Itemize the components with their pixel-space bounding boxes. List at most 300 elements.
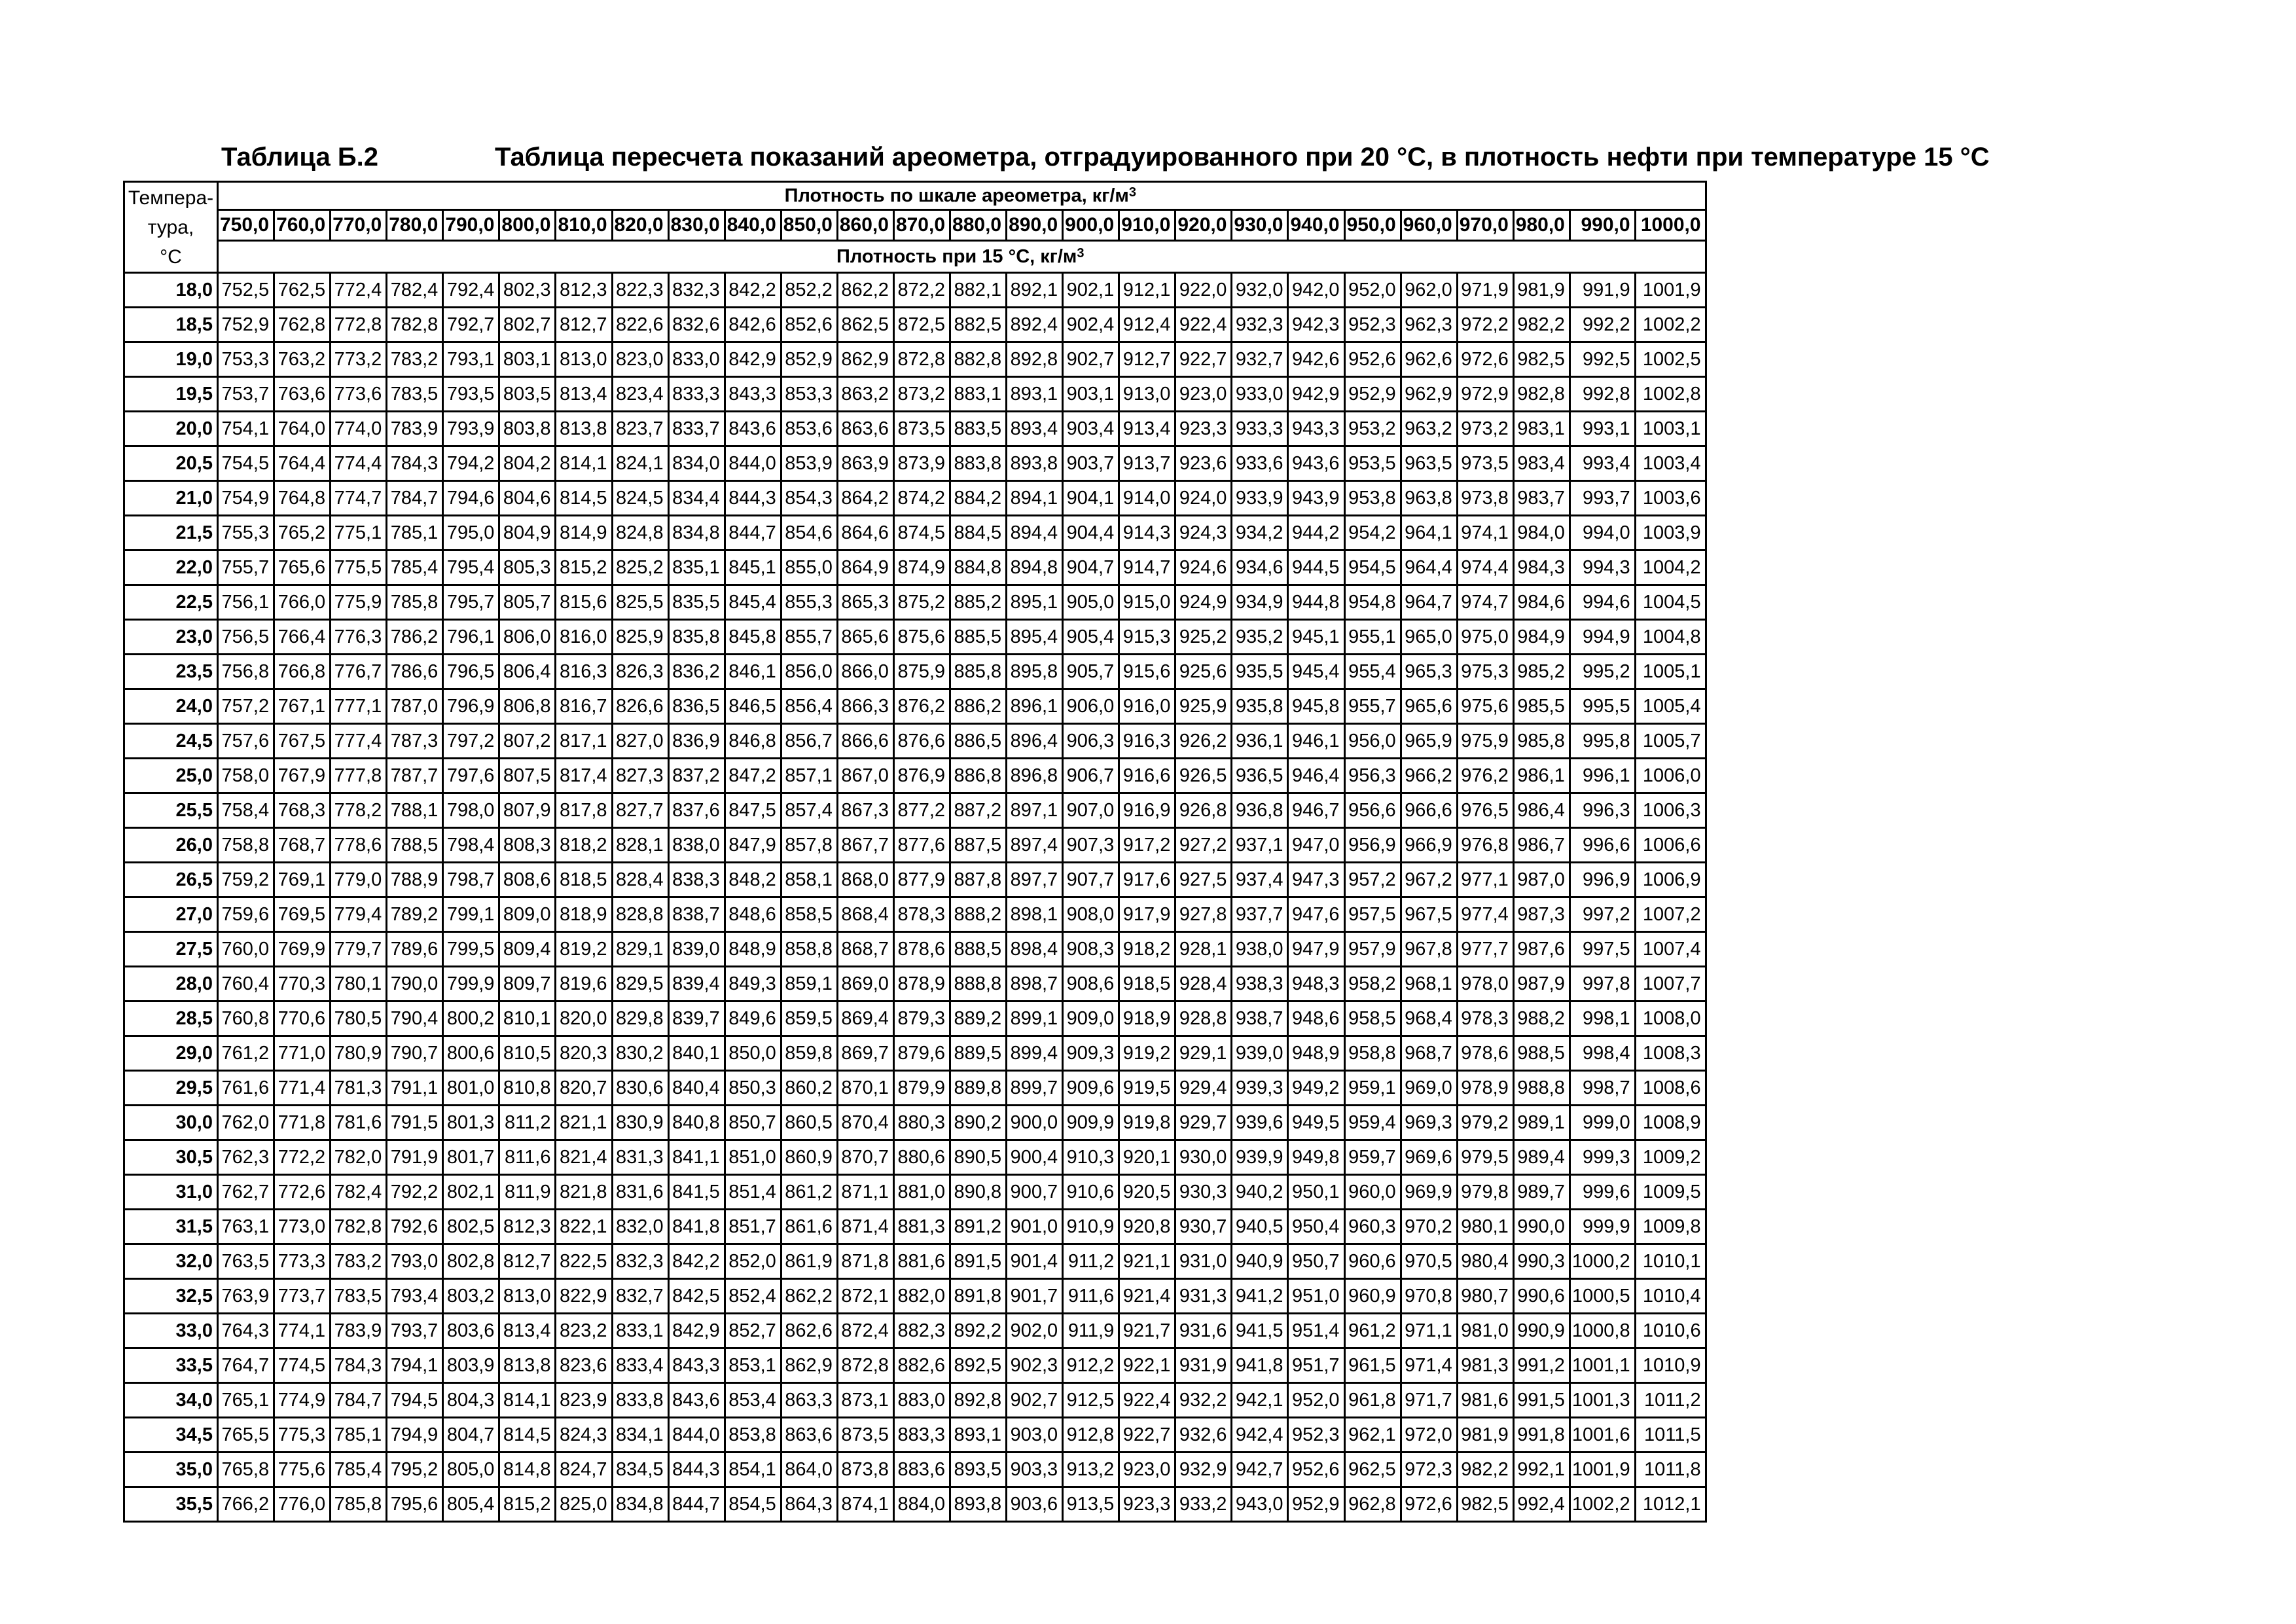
density-cell: 914,7 <box>1119 550 1175 585</box>
density-cell: 794,2 <box>443 446 499 481</box>
density-cell: 989,1 <box>1513 1106 1570 1140</box>
density-cell: 788,9 <box>387 863 443 897</box>
density-cell: 827,0 <box>612 724 668 759</box>
density-cell: 1008,3 <box>1635 1036 1706 1071</box>
table-row <box>124 793 1706 828</box>
density-cell: 766,2 <box>218 1487 274 1522</box>
density-cell: 910,3 <box>1063 1140 1119 1175</box>
density-cell: 979,2 <box>1457 1106 1513 1140</box>
density-cell: 782,8 <box>331 1210 387 1244</box>
density-cell: 815,6 <box>556 585 612 620</box>
density-cell: 996,1 <box>1570 759 1635 793</box>
density-cell: 912,4 <box>1119 308 1175 342</box>
density-cell: 816,3 <box>556 655 612 689</box>
density-cell: 825,5 <box>612 585 668 620</box>
density-cell: 909,6 <box>1063 1071 1119 1106</box>
density-cell: 843,6 <box>725 412 781 446</box>
temperature-cell: 29,5 <box>124 1071 218 1106</box>
density-cell: 937,4 <box>1232 863 1288 897</box>
density-cell: 1004,5 <box>1635 585 1706 620</box>
density-cell: 914,0 <box>1119 481 1175 516</box>
density-cell: 877,2 <box>893 793 950 828</box>
density-cell: 816,7 <box>556 689 612 724</box>
density-cell: 838,0 <box>668 828 725 863</box>
density-cell: 823,0 <box>612 342 668 377</box>
density-cell: 1007,7 <box>1635 967 1706 1001</box>
density-cell: 852,7 <box>725 1314 781 1348</box>
density-cell: 859,1 <box>781 967 837 1001</box>
density-cell: 968,7 <box>1401 1036 1457 1071</box>
density-cell: 948,9 <box>1288 1036 1344 1071</box>
density-cell: 875,2 <box>893 585 950 620</box>
density-cell: 827,7 <box>612 793 668 828</box>
temperature-cell: 21,0 <box>124 481 218 516</box>
density-cell: 860,5 <box>781 1106 837 1140</box>
density-cell: 881,3 <box>893 1210 950 1244</box>
density-cell: 982,8 <box>1513 377 1570 412</box>
table-row <box>124 689 1706 724</box>
density-cell: 973,2 <box>1457 412 1513 446</box>
density-cell: 874,9 <box>893 550 950 585</box>
density-cell: 929,4 <box>1175 1071 1232 1106</box>
density-cell: 948,6 <box>1288 1001 1344 1036</box>
density-cell: 916,0 <box>1119 689 1175 724</box>
density-cell: 923,6 <box>1175 446 1232 481</box>
density-cell: 1011,2 <box>1635 1383 1706 1418</box>
temperature-cell: 28,5 <box>124 1001 218 1036</box>
density-cell: 787,3 <box>387 724 443 759</box>
density-cell: 987,6 <box>1513 932 1570 967</box>
density-cell: 1011,8 <box>1635 1453 1706 1487</box>
density-cell: 787,0 <box>387 689 443 724</box>
hydrometer-scale-value: 840,0 <box>725 210 781 241</box>
density-cell: 873,2 <box>893 377 950 412</box>
density-cell: 978,9 <box>1457 1071 1513 1106</box>
table-row <box>124 516 1706 550</box>
density-cell: 973,8 <box>1457 481 1513 516</box>
density-cell: 903,6 <box>1007 1487 1063 1522</box>
density-cell: 790,4 <box>387 1001 443 1036</box>
density-cell: 904,1 <box>1063 481 1119 516</box>
density-cell: 952,6 <box>1344 342 1401 377</box>
density-cell: 993,4 <box>1570 446 1635 481</box>
density-cell: 837,2 <box>668 759 725 793</box>
density-cell: 876,2 <box>893 689 950 724</box>
density-cell: 892,1 <box>1007 273 1063 308</box>
density-cell: 862,2 <box>781 1279 837 1314</box>
density-cell: 948,3 <box>1288 967 1344 1001</box>
density-cell: 912,8 <box>1063 1418 1119 1453</box>
density-cell: 978,3 <box>1457 1001 1513 1036</box>
density-cell: 911,2 <box>1063 1244 1119 1279</box>
density-cell: 813,0 <box>499 1279 556 1314</box>
density-cell: 862,9 <box>781 1348 837 1383</box>
density-cell: 882,0 <box>893 1279 950 1314</box>
density-cell: 872,8 <box>893 342 950 377</box>
density-cell: 831,6 <box>612 1175 668 1210</box>
density-cell: 994,3 <box>1570 550 1635 585</box>
density-cell: 886,5 <box>950 724 1007 759</box>
density-cell: 781,3 <box>331 1071 387 1106</box>
density-cell: 785,1 <box>387 516 443 550</box>
density-cell: 776,0 <box>274 1487 331 1522</box>
temperature-cell: 18,0 <box>124 273 218 308</box>
density-cell: 847,9 <box>725 828 781 863</box>
density-cell: 979,8 <box>1457 1175 1513 1210</box>
density-cell: 991,2 <box>1513 1348 1570 1383</box>
density-cell: 977,1 <box>1457 863 1513 897</box>
density-cell: 902,3 <box>1007 1348 1063 1383</box>
density-cell: 797,6 <box>443 759 499 793</box>
density-cell: 804,6 <box>499 481 556 516</box>
density-cell: 870,4 <box>837 1106 893 1140</box>
density-cell: 940,5 <box>1232 1210 1288 1244</box>
density-cell: 905,0 <box>1063 585 1119 620</box>
density-cell: 939,3 <box>1232 1071 1288 1106</box>
density-cell: 807,2 <box>499 724 556 759</box>
density-cell: 862,2 <box>837 273 893 308</box>
temperature-cell: 18,5 <box>124 308 218 342</box>
density-cell: 936,8 <box>1232 793 1288 828</box>
density-cell: 846,8 <box>725 724 781 759</box>
density-cell: 972,6 <box>1401 1487 1457 1522</box>
density-cell: 981,0 <box>1457 1314 1513 1348</box>
density-cell: 952,6 <box>1288 1453 1344 1487</box>
density-cell: 775,5 <box>331 550 387 585</box>
density-cell: 1006,3 <box>1635 793 1706 828</box>
density-cell: 972,3 <box>1401 1453 1457 1487</box>
density-cell: 958,8 <box>1344 1036 1401 1071</box>
density-cell: 873,5 <box>837 1418 893 1453</box>
table-row <box>124 1001 1706 1036</box>
density-cell: 959,4 <box>1344 1106 1401 1140</box>
density-cell: 767,1 <box>274 689 331 724</box>
density-cell: 976,2 <box>1457 759 1513 793</box>
temperature-cell: 33,5 <box>124 1348 218 1383</box>
density-cell: 960,6 <box>1344 1244 1401 1279</box>
density-cell: 765,2 <box>274 516 331 550</box>
density-15c-unit-exponent: 3 <box>1077 245 1085 261</box>
density-cell: 821,4 <box>556 1140 612 1175</box>
density-cell: 758,0 <box>218 759 274 793</box>
density-cell: 810,1 <box>499 1001 556 1036</box>
density-cell: 850,7 <box>725 1106 781 1140</box>
density-cell: 833,3 <box>668 377 725 412</box>
density-cell: 870,1 <box>837 1071 893 1106</box>
density-cell: 774,7 <box>331 481 387 516</box>
density-cell: 822,6 <box>612 308 668 342</box>
temperature-cell: 22,5 <box>124 585 218 620</box>
density-cell: 1002,2 <box>1570 1487 1635 1522</box>
density-cell: 986,4 <box>1513 793 1570 828</box>
density-cell: 990,6 <box>1513 1279 1570 1314</box>
density-cell: 982,2 <box>1457 1453 1513 1487</box>
density-cell: 1008,6 <box>1635 1071 1706 1106</box>
density-cell: 833,8 <box>612 1383 668 1418</box>
density-cell: 962,1 <box>1344 1418 1401 1453</box>
density-cell: 921,1 <box>1119 1244 1175 1279</box>
density-cell: 840,1 <box>668 1036 725 1071</box>
table-row <box>124 759 1706 793</box>
density-cell: 999,9 <box>1570 1210 1635 1244</box>
hydrometer-scale-value: 950,0 <box>1344 210 1401 241</box>
density-cell: 1003,1 <box>1635 412 1706 446</box>
density-cell: 900,0 <box>1007 1106 1063 1140</box>
density-cell: 805,4 <box>443 1487 499 1522</box>
density-cell: 1005,4 <box>1635 689 1706 724</box>
density-cell: 915,6 <box>1119 655 1175 689</box>
density-cell: 962,5 <box>1344 1453 1401 1487</box>
density-cell: 943,0 <box>1232 1487 1288 1522</box>
temperature-cell: 20,5 <box>124 446 218 481</box>
density-cell: 806,8 <box>499 689 556 724</box>
density-cell: 892,8 <box>950 1383 1007 1418</box>
table-row <box>124 620 1706 655</box>
density-cell: 784,7 <box>331 1383 387 1418</box>
density-cell: 784,3 <box>331 1348 387 1383</box>
density-conversion-table <box>123 181 1707 1523</box>
table-row <box>124 655 1706 689</box>
density-cell: 762,0 <box>218 1106 274 1140</box>
density-cell: 897,7 <box>1007 863 1063 897</box>
density-cell: 947,0 <box>1288 828 1344 863</box>
density-cell: 854,3 <box>781 481 837 516</box>
density-cell: 799,9 <box>443 967 499 1001</box>
density-cell: 865,6 <box>837 620 893 655</box>
density-cell: 957,9 <box>1344 932 1401 967</box>
density-cell: 953,8 <box>1344 481 1401 516</box>
density-cell: 903,3 <box>1007 1453 1063 1487</box>
temperature-column-header <box>124 182 218 273</box>
density-cell: 937,1 <box>1232 828 1288 863</box>
density-cell: 943,6 <box>1288 446 1344 481</box>
density-cell: 832,3 <box>668 273 725 308</box>
density-cell: 823,7 <box>612 412 668 446</box>
density-cell: 869,0 <box>837 967 893 1001</box>
density-cell: 769,9 <box>274 932 331 967</box>
density-cell: 763,9 <box>218 1279 274 1314</box>
density-cell: 1001,9 <box>1635 273 1706 308</box>
density-cell: 962,0 <box>1401 273 1457 308</box>
density-cell: 931,0 <box>1175 1244 1232 1279</box>
density-cell: 811,2 <box>499 1106 556 1140</box>
density-cell: 775,1 <box>331 516 387 550</box>
density-cell: 924,9 <box>1175 585 1232 620</box>
density-cell: 859,8 <box>781 1036 837 1071</box>
density-cell: 840,4 <box>668 1071 725 1106</box>
density-cell: 988,8 <box>1513 1071 1570 1106</box>
density-cell: 785,4 <box>331 1453 387 1487</box>
density-cell: 802,3 <box>499 273 556 308</box>
density-cell: 770,3 <box>274 967 331 1001</box>
density-cell: 944,2 <box>1288 516 1344 550</box>
density-cell: 808,6 <box>499 863 556 897</box>
density-cell: 798,0 <box>443 793 499 828</box>
density-cell: 991,5 <box>1513 1383 1570 1418</box>
density-cell: 941,2 <box>1232 1279 1288 1314</box>
density-cell: 963,8 <box>1401 481 1457 516</box>
density-cell: 933,0 <box>1232 377 1288 412</box>
density-cell: 906,7 <box>1063 759 1119 793</box>
density-cell: 898,1 <box>1007 897 1063 932</box>
table-row <box>124 1487 1706 1522</box>
density-cell: 969,0 <box>1401 1071 1457 1106</box>
density-cell: 950,4 <box>1288 1210 1344 1244</box>
table-row <box>124 1036 1706 1071</box>
hydrometer-scale-value: 980,0 <box>1513 210 1570 241</box>
density-cell: 801,0 <box>443 1071 499 1106</box>
density-cell: 883,5 <box>950 412 1007 446</box>
density-cell: 952,3 <box>1344 308 1401 342</box>
density-cell: 990,9 <box>1513 1314 1570 1348</box>
density-cell: 894,4 <box>1007 516 1063 550</box>
density-cell: 954,8 <box>1344 585 1401 620</box>
density-cell: 890,2 <box>950 1106 1007 1140</box>
density-cell: 851,7 <box>725 1210 781 1244</box>
density-cell: 890,8 <box>950 1175 1007 1210</box>
density-cell: 796,1 <box>443 620 499 655</box>
table-row <box>124 308 1706 342</box>
density-cell: 995,8 <box>1570 724 1635 759</box>
density-cell: 974,4 <box>1457 550 1513 585</box>
density-cell: 869,7 <box>837 1036 893 1071</box>
density-cell: 919,8 <box>1119 1106 1175 1140</box>
density-cell: 965,3 <box>1401 655 1457 689</box>
density-cell: 992,2 <box>1570 308 1635 342</box>
temperature-cell: 25,0 <box>124 759 218 793</box>
density-cell: 1003,9 <box>1635 516 1706 550</box>
density-cell: 889,2 <box>950 1001 1007 1036</box>
density-cell: 792,4 <box>443 273 499 308</box>
temperature-cell: 19,5 <box>124 377 218 412</box>
density-cell: 982,5 <box>1457 1487 1513 1522</box>
temperature-cell: 31,5 <box>124 1210 218 1244</box>
density-cell: 859,5 <box>781 1001 837 1036</box>
density-cell: 981,3 <box>1457 1348 1513 1383</box>
density-cell: 823,2 <box>556 1314 612 1348</box>
density-cell: 933,3 <box>1232 412 1288 446</box>
density-cell: 763,1 <box>218 1210 274 1244</box>
density-cell: 889,8 <box>950 1071 1007 1106</box>
density-cell: 965,0 <box>1401 620 1457 655</box>
density-cell: 822,9 <box>556 1279 612 1314</box>
density-cell: 897,4 <box>1007 828 1063 863</box>
density-cell: 893,8 <box>950 1487 1007 1522</box>
density-cell: 885,8 <box>950 655 1007 689</box>
density-cell: 848,6 <box>725 897 781 932</box>
density-cell: 858,1 <box>781 863 837 897</box>
density-cell: 829,1 <box>612 932 668 967</box>
density-cell: 806,4 <box>499 655 556 689</box>
density-cell: 814,5 <box>499 1418 556 1453</box>
density-cell: 1002,8 <box>1635 377 1706 412</box>
density-cell: 819,2 <box>556 932 612 967</box>
density-cell: 992,5 <box>1570 342 1635 377</box>
density-cell: 824,3 <box>556 1418 612 1453</box>
hydrometer-scale-value: 890,0 <box>1007 210 1063 241</box>
density-cell: 841,1 <box>668 1140 725 1175</box>
density-cell: 759,6 <box>218 897 274 932</box>
density-cell: 930,0 <box>1175 1140 1232 1175</box>
hydrometer-scale-value: 900,0 <box>1063 210 1119 241</box>
density-cell: 939,0 <box>1232 1036 1288 1071</box>
density-cell: 896,8 <box>1007 759 1063 793</box>
density-cell: 852,2 <box>781 273 837 308</box>
density-cell: 852,0 <box>725 1244 781 1279</box>
density-cell: 988,5 <box>1513 1036 1570 1071</box>
density-cell: 985,5 <box>1513 689 1570 724</box>
density-cell: 956,0 <box>1344 724 1401 759</box>
density-cell: 997,5 <box>1570 932 1635 967</box>
density-cell: 965,9 <box>1401 724 1457 759</box>
density-cell: 785,8 <box>331 1487 387 1522</box>
density-cell: 980,7 <box>1457 1279 1513 1314</box>
density-cell: 927,5 <box>1175 863 1232 897</box>
density-cell: 919,5 <box>1119 1071 1175 1106</box>
density-cell: 947,9 <box>1288 932 1344 967</box>
density-cell: 985,2 <box>1513 655 1570 689</box>
density-cell: 987,0 <box>1513 863 1570 897</box>
density-cell: 843,3 <box>668 1348 725 1383</box>
density-cell: 820,3 <box>556 1036 612 1071</box>
density-cell: 782,8 <box>387 308 443 342</box>
density-cell: 847,5 <box>725 793 781 828</box>
density-cell: 994,0 <box>1570 516 1635 550</box>
density-cell: 998,7 <box>1570 1071 1635 1106</box>
density-cell: 869,4 <box>837 1001 893 1036</box>
density-cell: 999,3 <box>1570 1140 1635 1175</box>
density-cell: 915,0 <box>1119 585 1175 620</box>
density-cell: 928,8 <box>1175 1001 1232 1036</box>
density-cell: 923,0 <box>1175 377 1232 412</box>
density-cell: 976,8 <box>1457 828 1513 863</box>
table-number: Таблица Б.2 <box>221 143 378 171</box>
density-cell: 792,2 <box>387 1175 443 1210</box>
density-cell: 835,8 <box>668 620 725 655</box>
density-cell: 924,0 <box>1175 481 1232 516</box>
density-cell: 769,1 <box>274 863 331 897</box>
density-cell: 828,4 <box>612 863 668 897</box>
table-row <box>124 1418 1706 1453</box>
density-cell: 774,4 <box>331 446 387 481</box>
density-cell: 862,5 <box>837 308 893 342</box>
density-cell: 936,5 <box>1232 759 1288 793</box>
density-cell: 766,8 <box>274 655 331 689</box>
density-cell: 900,7 <box>1007 1175 1063 1210</box>
density-cell: 1008,9 <box>1635 1106 1706 1140</box>
density-cell: 871,1 <box>837 1175 893 1210</box>
density-cell: 772,2 <box>274 1140 331 1175</box>
density-cell: 973,5 <box>1457 446 1513 481</box>
hydrometer-scale-value: 870,0 <box>893 210 950 241</box>
table-caption <box>221 143 2185 179</box>
density-cell: 756,8 <box>218 655 274 689</box>
density-cell: 761,2 <box>218 1036 274 1071</box>
density-cell: 923,3 <box>1175 412 1232 446</box>
density-cell: 848,9 <box>725 932 781 967</box>
density-cell: 850,3 <box>725 1071 781 1106</box>
density-cell: 901,0 <box>1007 1210 1063 1244</box>
density-cell: 773,0 <box>274 1210 331 1244</box>
hydrometer-scale-value: 880,0 <box>950 210 1007 241</box>
density-cell: 922,7 <box>1175 342 1232 377</box>
density-cell: 981,6 <box>1457 1383 1513 1418</box>
temperature-cell: 30,5 <box>124 1140 218 1175</box>
density-cell: 972,9 <box>1457 377 1513 412</box>
density-cell: 753,7 <box>218 377 274 412</box>
density-cell: 925,9 <box>1175 689 1232 724</box>
density-cell: 839,0 <box>668 932 725 967</box>
